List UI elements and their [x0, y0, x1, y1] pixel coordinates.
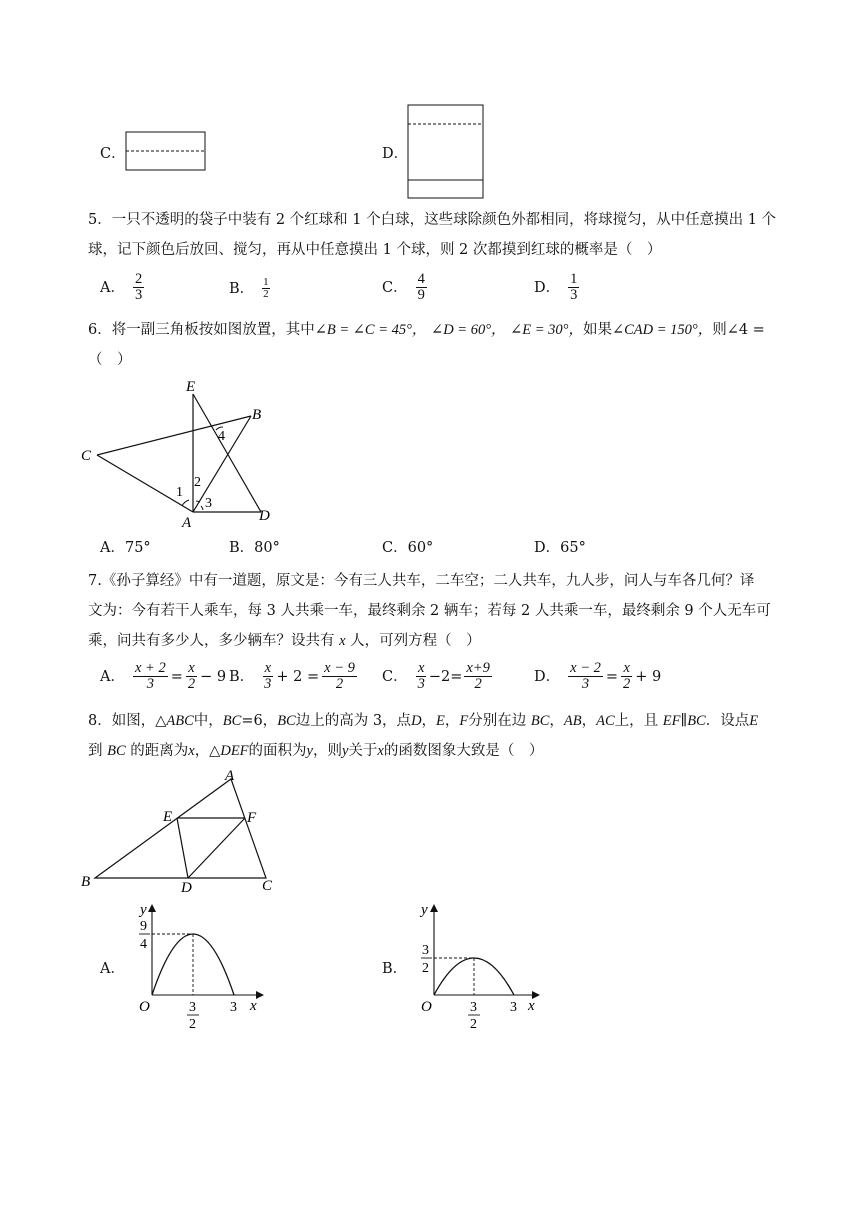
q7-option-c[interactable]: C． $\frac{x}{3}$ −2= $\frac{x+9}{2}$	[382, 660, 490, 692]
y-tick-num: 3	[422, 943, 429, 958]
option-d-figure	[406, 104, 486, 200]
x-tick-den: 2	[189, 1017, 196, 1030]
angle-2: 2	[194, 475, 201, 490]
q8-triangle-figure	[76, 766, 286, 896]
label-b: B	[81, 874, 91, 890]
label-e: E	[186, 379, 196, 395]
q5-line1: 5．一只不透明的袋子中装有 2 个红球和 1 个白球，这些球除颜色外都相同，将球搅匀，从中任意摸出 1 个	[88, 212, 777, 228]
label-c: C	[81, 448, 92, 464]
q6-option-a[interactable]: A．75°	[100, 540, 151, 556]
question-7	[88, 566, 788, 656]
q5-option-d[interactable]: D． $\frac{1}{3}$	[534, 271, 578, 303]
q7-option-a[interactable]: A． $\frac{x + 2}{3}$ = $\frac{x}{2}$ − 9	[100, 660, 227, 692]
origin-label: O	[139, 999, 150, 1015]
label-e: E	[163, 809, 173, 825]
x-tick-den: 2	[470, 1017, 477, 1030]
q5-option-b[interactable]: B． $\frac{1}{2}$	[229, 276, 269, 300]
q6-triangle-figure	[76, 372, 286, 532]
option-d-label: D．	[382, 146, 409, 162]
q7-option-d[interactable]: D． $\frac{x - 2}{3}$ = $\frac{x}{2}$ + 9	[534, 660, 662, 692]
q5-option-a[interactable]: A． $\frac{2}{3}$	[100, 271, 143, 303]
q5-option-c[interactable]: C． $\frac{4}{9}$	[382, 271, 425, 303]
label-a: A	[182, 515, 192, 531]
x-axis-label: x	[528, 998, 535, 1014]
q6-option-b[interactable]: B．80°	[229, 540, 280, 556]
question-6	[88, 315, 788, 375]
y-axis-label: y	[140, 902, 147, 918]
label-b: B	[252, 407, 262, 423]
question-5	[88, 205, 788, 265]
x-tick-3: 3	[230, 1000, 237, 1015]
angle-3: 3	[205, 496, 212, 511]
question-8	[88, 706, 788, 766]
q8-option-a-label[interactable]: A．	[100, 961, 125, 977]
y-tick-den: 2	[422, 961, 429, 976]
q6-option-d[interactable]: D．65°	[534, 540, 586, 556]
label-f: F	[247, 810, 257, 826]
x-tick-num: 3	[470, 1000, 477, 1015]
q8-graph-b	[404, 898, 554, 1030]
option-c-label: C．	[100, 146, 126, 162]
label-a: A	[225, 768, 235, 784]
y-tick-num: 9	[140, 919, 147, 934]
q6-line2: （ ）	[88, 352, 132, 368]
option-c-figure	[124, 130, 208, 174]
angle-1: 1	[176, 485, 183, 500]
origin-label: O	[421, 999, 432, 1015]
q7-line1: 7.《孙子算经》中有一道题，原文是：今有三人共车，二车空；二人共车，九人步，问人与车各几何？译	[88, 573, 755, 589]
q6-option-c[interactable]: C．60°	[382, 540, 434, 556]
y-tick-den: 4	[140, 937, 147, 952]
q5-line2: 球，记下颜色后放回、搅匀，再从中任意摸出 1 个球，则 2 次都摸到红球的概率是（ ）	[88, 242, 662, 258]
q6-line1: 6．将一副三角板按如图放置，其中∠B = ∠C = 45°， ∠D = 60°， ∠E = 30°，如果∠CAD = 150°，则∠4 =	[88, 322, 765, 338]
q7-line3: 乘，问共有多少人，多少辆车？设共有 x 人，可列方程（ ）	[88, 633, 481, 649]
q8-graph-a	[124, 898, 274, 1030]
angle-4: 4	[218, 429, 225, 444]
x-tick-num: 3	[189, 1000, 196, 1015]
y-axis-label: y	[421, 902, 428, 918]
x-tick-3: 3	[510, 1000, 517, 1015]
label-c: C	[262, 878, 273, 894]
q8-line2: 到 BC 的距离为x，△DEF的面积为y，则y关于x的函数图象大致是（ ）	[88, 743, 544, 759]
q7-option-b[interactable]: B． $\frac{x}{3}$ + 2 = $\frac{x - 9}{2}$	[229, 660, 355, 692]
label-d: D	[259, 508, 270, 524]
label-d: D	[181, 880, 192, 896]
q7-line2: 文为：今有若干人乘车，每 3 人共乘一车，最终剩余 2 辆车；若每 2 人共乘一车，最终剩余 9 个人无车可	[88, 603, 771, 619]
x-axis-label: x	[250, 998, 257, 1014]
q8-option-b-label[interactable]: B．	[382, 961, 408, 977]
q8-line1: 8．如图，△ABC中，BC=6，BC边上的高为 3，点D，E，F分别在边 BC，AB，AC上，且 EF∥BC．设点E	[88, 713, 759, 729]
